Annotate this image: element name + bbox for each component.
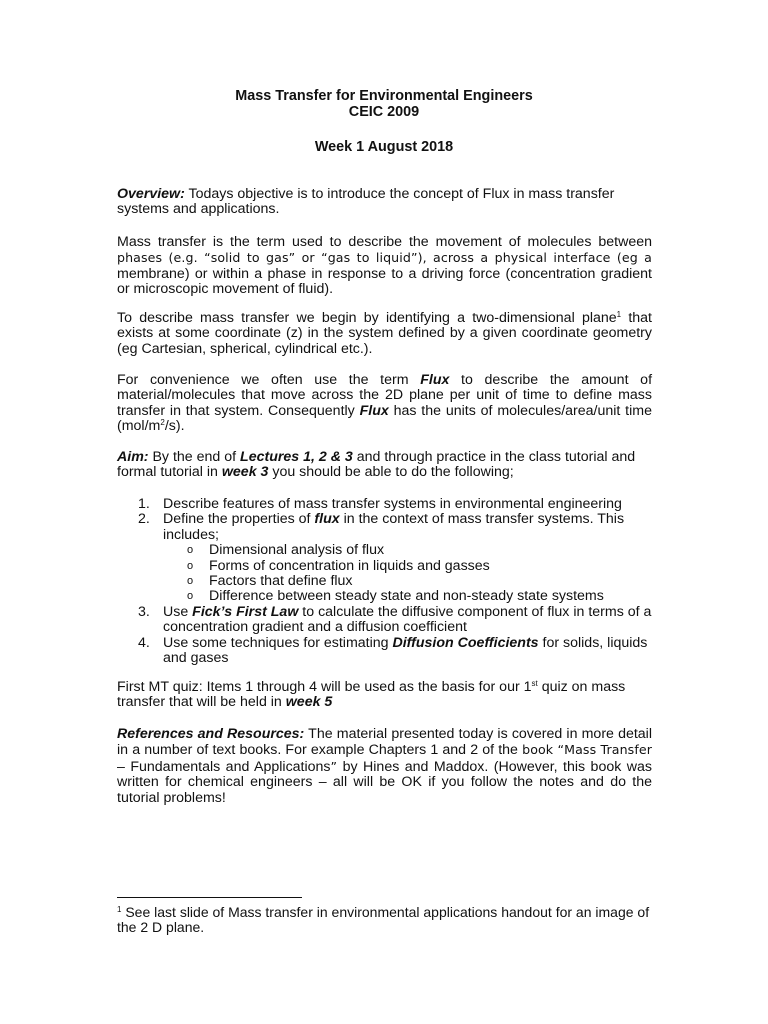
overview-label: Overview: <box>117 186 185 202</box>
list-number: 1. <box>138 496 150 512</box>
aim-lectures: Lectures 1, 2 & 3 <box>240 449 353 465</box>
references-text-2: – Fundamentals and Applications <box>117 758 331 775</box>
bullet-icon: o <box>187 544 194 557</box>
mass-transfer-text-1: Mass transfer is the term used to describe the movement of molecules between <box>117 234 652 250</box>
quiz-superscript: st <box>531 679 538 688</box>
list-item-text: for solids, liquids and gases <box>163 634 648 667</box>
references-book-title: book “Mass Transfer <box>522 742 652 758</box>
quiz-text-2: quiz on mass transfer that will be held in <box>117 679 626 711</box>
footnote-divider <box>117 897 302 898</box>
footnote <box>117 905 652 935</box>
references-quote: ” <box>330 758 338 774</box>
list-item <box>138 605 658 636</box>
list-item-text: Describe features of mass transfer systems in environmental engineering <box>163 496 622 512</box>
list-item <box>138 636 658 667</box>
sub-item-text: Dimensional analysis of flux <box>209 542 385 559</box>
sub-list-item <box>138 559 658 574</box>
list-item-text: in the context of mass transfer systems. This includes; <box>163 511 625 543</box>
list-number: 3. <box>138 603 150 620</box>
course-code: CEIC 2009 <box>348 104 420 120</box>
list-item-text: Define the properties of <box>163 511 315 528</box>
mass-transfer-text-3: membrane) or within a phase in response to a driving force (concentration gradient or microscopic movement of fluid). <box>117 265 652 298</box>
aim-text-1: By the end of <box>148 449 241 465</box>
flux-term: Flux <box>420 372 450 388</box>
overview-paragraph <box>117 187 652 218</box>
mass-transfer-text-2: phases (e.g. “solid to gas” or “gas to liquid”), across a physical interface (eg a <box>117 250 652 266</box>
sub-list-item <box>138 543 658 558</box>
plane-paragraph <box>117 311 652 357</box>
aim-week3: week 3 <box>221 464 269 481</box>
references-label: References and Resources: <box>117 726 305 742</box>
list-item-emphasis: Diffusion Coefficients <box>392 634 539 651</box>
aim-paragraph <box>117 450 652 481</box>
aim-text-3: you should be able to do the following; <box>268 464 514 481</box>
list-item-emphasis: flux <box>314 511 340 528</box>
plane-text-1: To describe mass transfer we begin by identifying a two-dimensional plane <box>117 310 617 326</box>
list-item-text: Use <box>163 603 193 620</box>
quiz-week5: week 5 <box>285 694 333 711</box>
footnote-reference: 1 <box>616 310 622 319</box>
flux-text-1: For convenience we often use the term <box>117 372 421 388</box>
list-item <box>138 497 658 512</box>
list-item-text: Use some techniques for estimating <box>163 634 393 651</box>
sub-item-text: Difference between steady state and non-steady state systems <box>209 588 604 605</box>
aim-label: Aim: <box>117 449 149 465</box>
plane-text-2: that exists at some coordinate (z) in the system defined by a given coordinate geometry (eg Cartesian, spherical, cylindrical etc.). <box>117 310 652 357</box>
footnote-number: 1 <box>117 905 122 914</box>
flux-text-3: has the units of molecules/area/unit time (mol/m <box>117 402 652 435</box>
bullet-icon: o <box>187 590 194 603</box>
sub-item-text: Forms of concentration in liquids and gasses <box>209 557 490 574</box>
objectives-list <box>138 497 658 666</box>
flux-paragraph <box>117 373 652 435</box>
flux-term: Flux <box>359 402 389 419</box>
list-item <box>138 512 658 543</box>
aim-text-2: and through practice in the class tutorial and formal tutorial in <box>117 449 636 481</box>
bullet-icon: o <box>187 575 194 588</box>
sub-item-text: Factors that define flux <box>209 573 353 590</box>
list-number: 2. <box>138 511 150 528</box>
flux-text-2: to describe the amount of material/molecules that move across the 2D plane per unit of time to define mass transfer in that system. Consequently <box>117 372 653 419</box>
list-item-emphasis: Fick’s First Law <box>192 603 299 620</box>
references-text-1: The material presented today is covered in more detail in a number of text books. For example Chapters 1 and 2 of the <box>117 726 652 759</box>
overview-text: Todays objective is to introduce the concept of Flux in mass transfer systems and applications. <box>117 186 615 218</box>
sub-list-item <box>138 574 658 589</box>
list-number: 4. <box>138 634 150 651</box>
quiz-paragraph <box>117 680 652 711</box>
mass-transfer-paragraph <box>117 235 652 298</box>
footnote-text: See last slide of Mass transfer in environmental applications handout for an image of the 2 D plane. <box>117 904 650 936</box>
quiz-text-1: First MT quiz: Items 1 through 4 will be used as the basis for our 1 <box>117 679 532 695</box>
references-paragraph <box>117 727 652 806</box>
sub-list-item <box>138 589 658 604</box>
flux-units-superscript: 2 <box>160 418 165 428</box>
references-text-3: by Hines and Maddox. (However, this book was written for chemical engineers – all will be OK if you follow the notes and do the tutorial problems! <box>117 758 652 806</box>
week-heading: Week 1 August 2018 <box>314 139 454 155</box>
document-title: Mass Transfer for Environmental Engineers <box>235 88 533 104</box>
list-item-text: to calculate the diffusive component of flux in terms of a concentration gradient and a diffusion coefficient <box>163 603 652 636</box>
bullet-icon: o <box>187 559 194 572</box>
flux-text-4: /s). <box>164 418 185 435</box>
